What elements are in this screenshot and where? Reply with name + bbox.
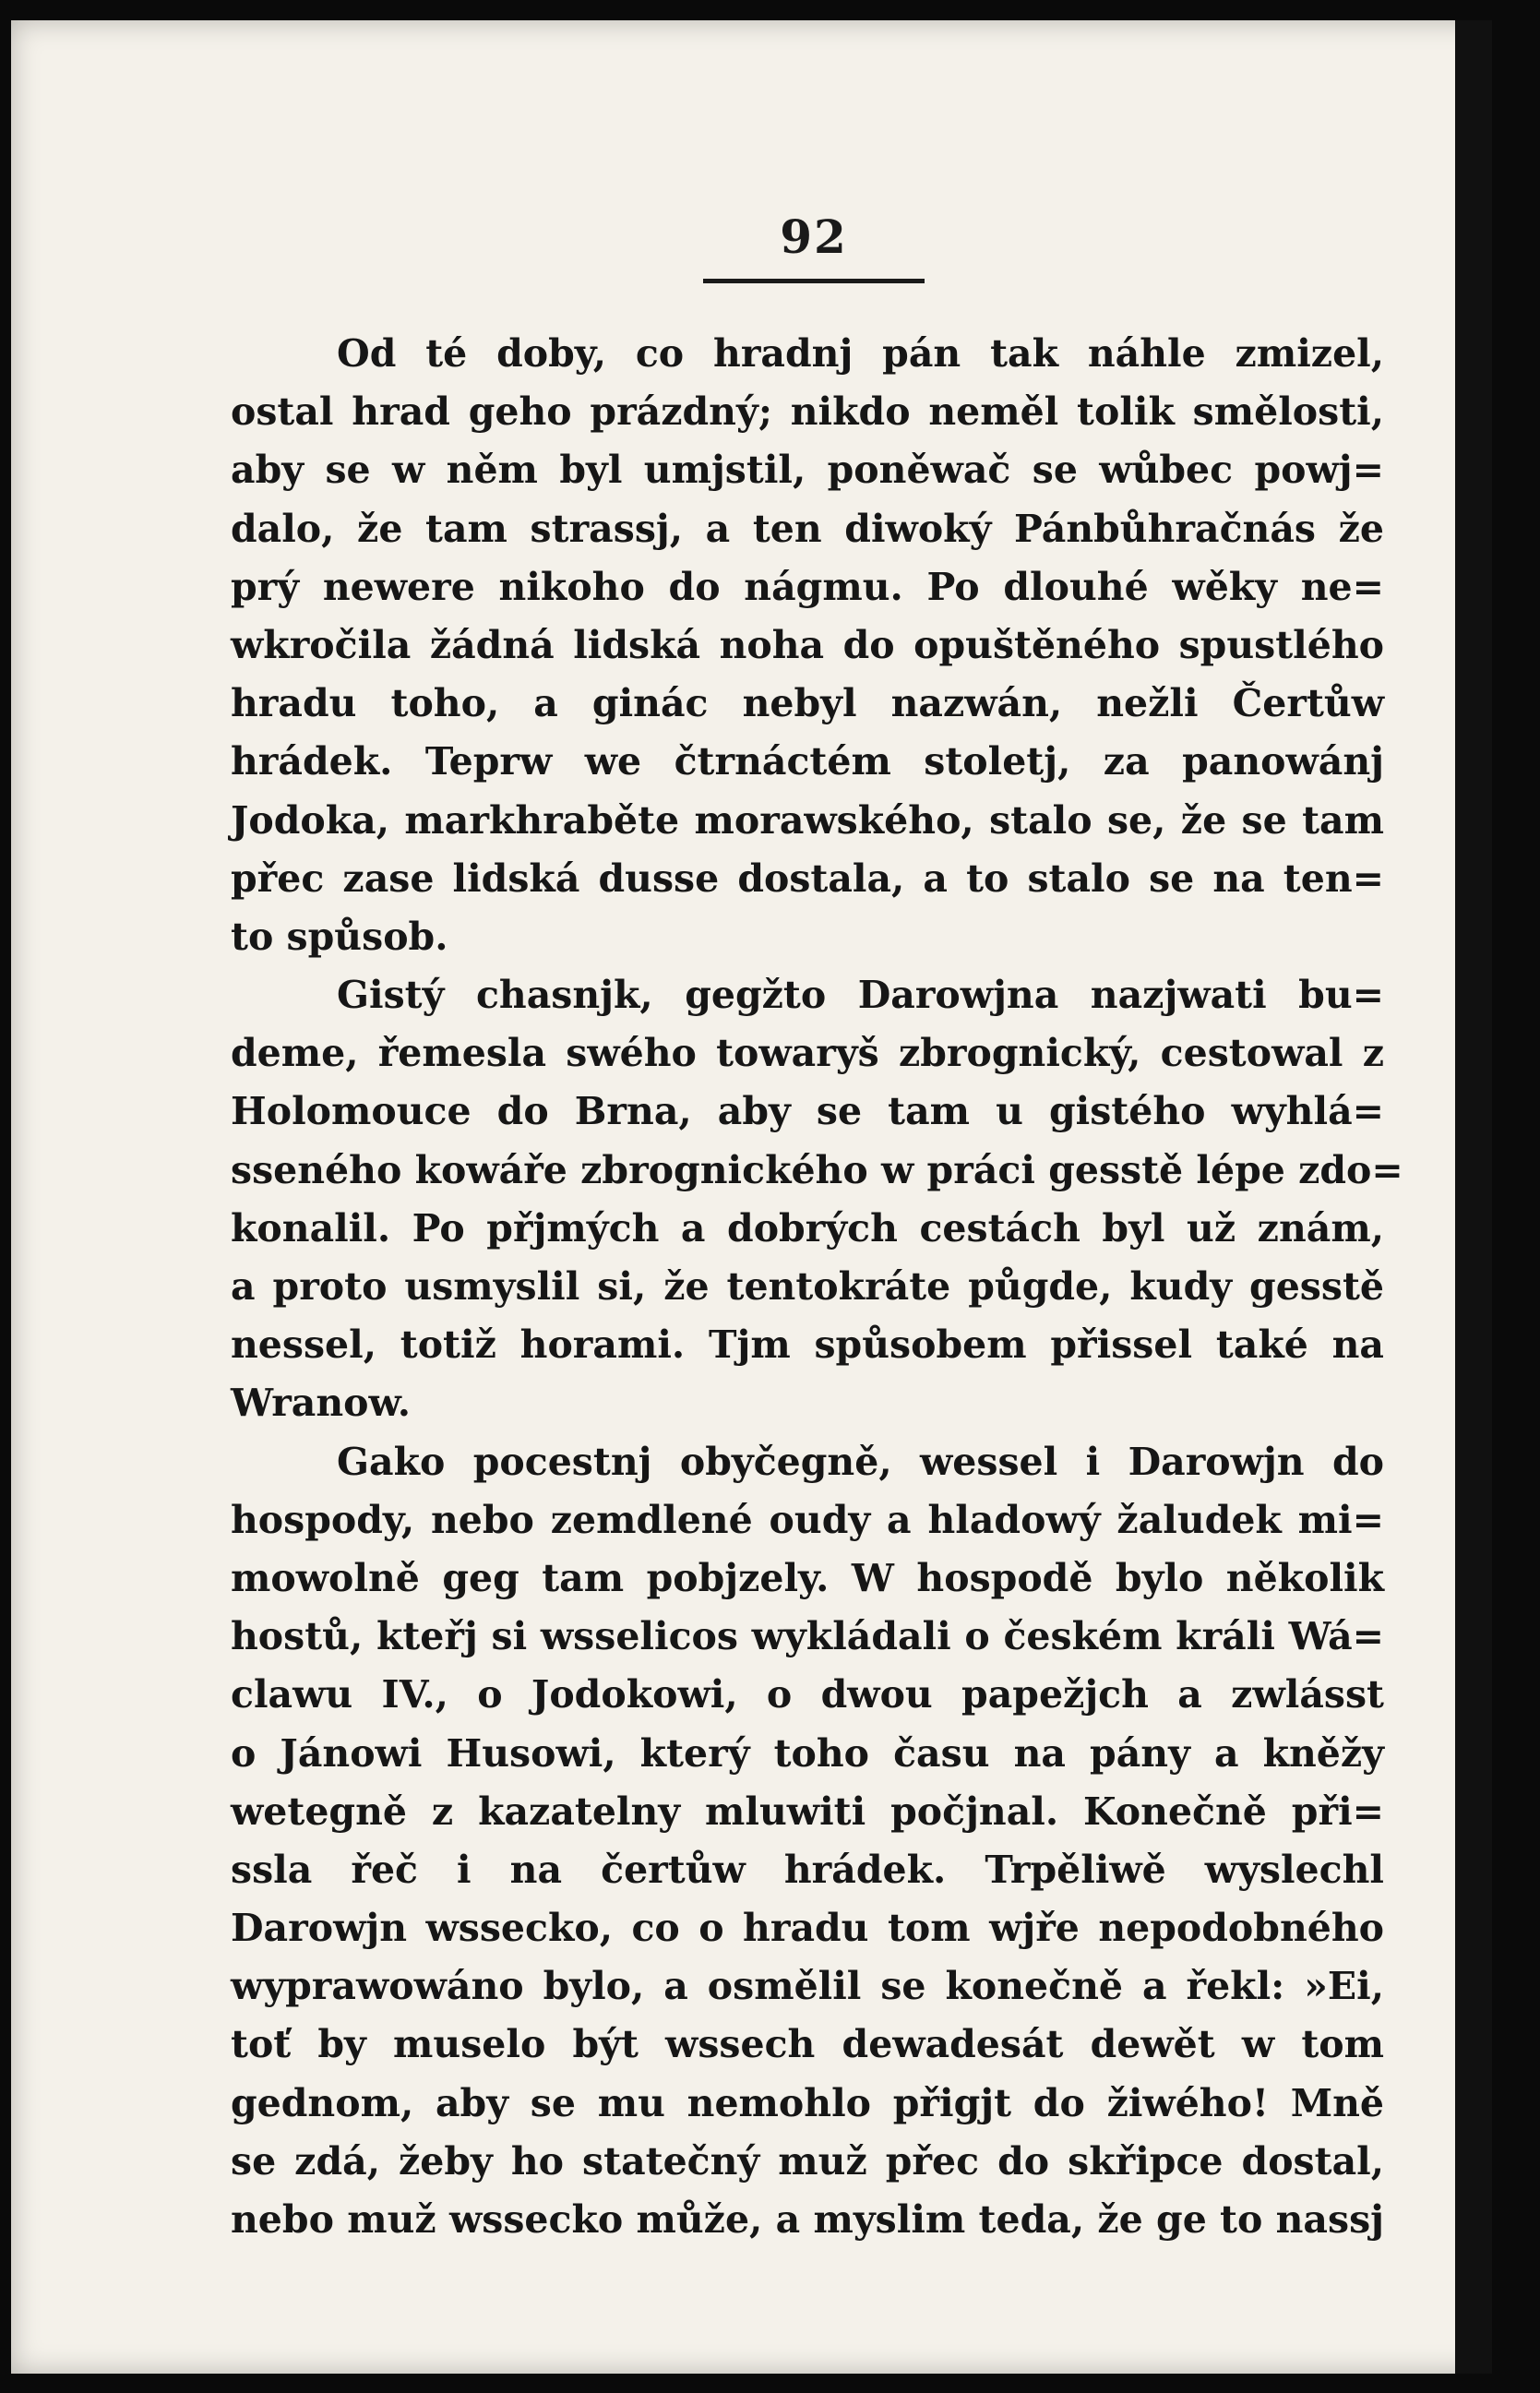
text-line: Darowjn wssecko, co o hradu tom wjře nepodobného [231, 1906, 1384, 1951]
text-line: wyprawowáno bylo, a osmělil se konečně a řekl: »Ei, [231, 1964, 1384, 2009]
page-edge-shadow [1455, 20, 1492, 2374]
text-line: to spůsob. [231, 914, 448, 959]
text-line: wkročila žádná lidská noha do opuštěného spustlého [231, 622, 1384, 667]
text-line: aby se w něm byl umjstil, poněwač se wůbec powj= [231, 448, 1384, 493]
text-line: prý newere nikoho do nágmu. Po dlouhé wěky ne= [231, 564, 1384, 609]
text-line: Gistý chasnjk, gegžto Darowjna nazjwati bu= [337, 973, 1384, 1018]
header-rule [703, 279, 925, 283]
text-line: clawu IV., o Jodokowi, o dwou papežjch a zwlásst [231, 1672, 1384, 1717]
text-line: se zdá, žeby ho statečný muž přec do skřipce dostal, [231, 2138, 1384, 2184]
text-line: mowolně geg tam pobjzely. W hospodě bylo několik [231, 1555, 1384, 1600]
text-line: a proto usmyslil si, že tentokráte půgde, kudy gesstě [231, 1264, 1384, 1309]
text-line: ostal hrad geho prázdný; nikdo neměl tolik smělosti, [231, 389, 1384, 435]
text-line: nessel, totiž horami. Tjm spůsobem přissel také na [231, 1322, 1384, 1368]
text-line: Holomouce do Brna, aby se tam u gistého wyhlá= [231, 1089, 1384, 1134]
text-line: konalil. Po přjmých a dobrých cestách byl už znám, [231, 1205, 1384, 1250]
text-line: ssla řeč i na čertůw hrádek. Trpěliwě wyslechl [231, 1847, 1384, 1892]
text-line: nebo muž wssecko může, a myslim teda, že ge to nassj [231, 2197, 1384, 2242]
text-line: deme, řemesla swého towaryš zbrognický, cestowal z [231, 1031, 1384, 1076]
text-line: hostů, kteřj si wsselicos wykládali o českém králi Wá= [231, 1614, 1384, 1659]
text-line: hospody, nebo zemdlené oudy a hladowý žaludek mi= [231, 1497, 1384, 1542]
text-line: wetegně z kazatelny mluwiti počjnal. Konečně při= [231, 1789, 1384, 1834]
text-line: přec zase lidská dusse dostala, a to stalo se na ten= [231, 855, 1384, 901]
text-line: dalo, že tam strassj, a ten diwoký Pánbůhračnás že [231, 506, 1384, 551]
page-number: 92 [780, 209, 848, 264]
book-page [11, 20, 1492, 2374]
text-line: o Jánowi Husowi, který toho času na pány a kněžy [231, 1730, 1384, 1776]
body-text [231, 325, 1403, 2249]
text-line: toť by muselo být wssech dewadesát dewět w tom [231, 2022, 1384, 2067]
text-line: Gako pocestnj obyčegně, wessel i Darowjn do [337, 1439, 1384, 1484]
text-line: Wranow. [231, 1381, 411, 1426]
text-line: hradu toho, a ginác nebyl nazwán, nežli Čertůw [231, 681, 1384, 726]
text-line: sseného kowáře zbrognického w práci gesstě lépe zdo= [231, 1147, 1403, 1192]
page-header [703, 209, 925, 283]
text-line: Jodoka, markhraběte morawského, stalo se, že se tam [231, 797, 1384, 843]
text-line: gednom, aby se mu nemohlo přigjt do žiwého! Mně [231, 2080, 1384, 2125]
text-line: Od té doby, co hradnj pán tak náhle zmizel, [337, 331, 1384, 376]
text-line: hrádek. Teprw we čtrnáctém stoletj, za panowánj [231, 739, 1384, 784]
